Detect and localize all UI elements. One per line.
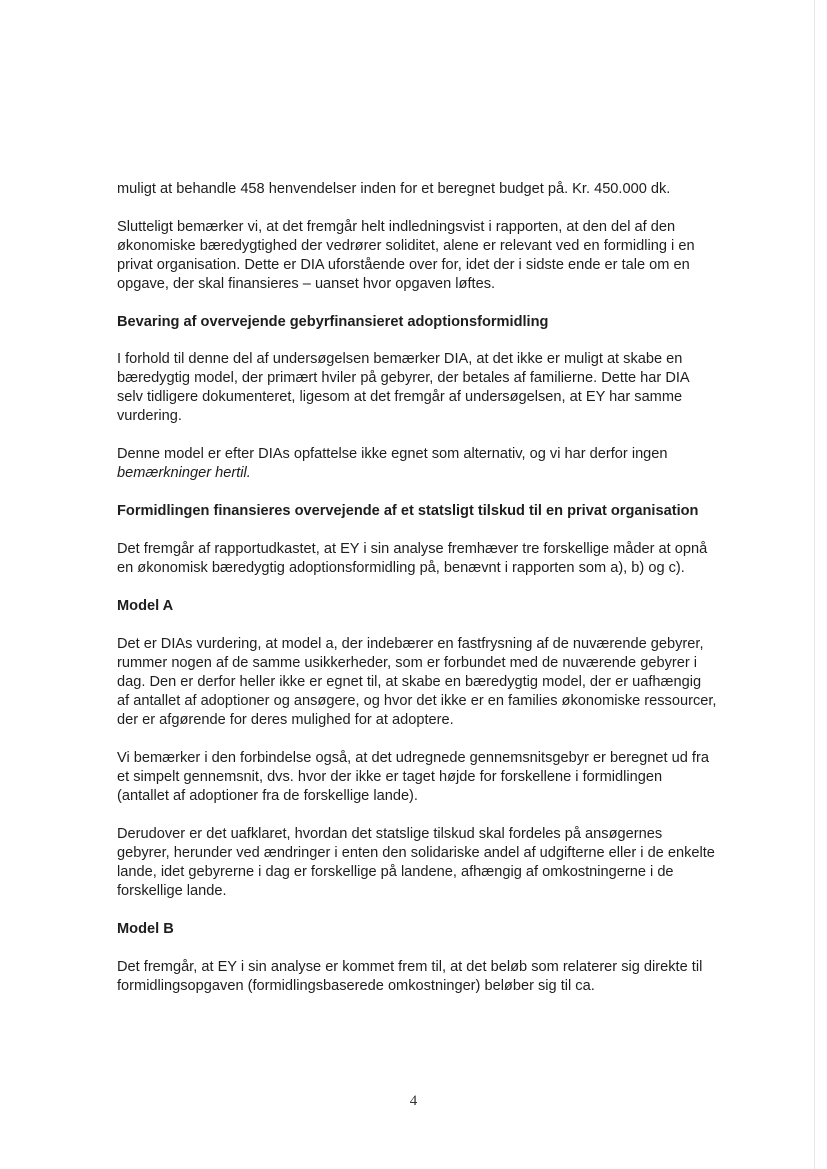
page-number: 4 <box>409 1093 418 1109</box>
paragraph-model-b: Det fremgår, at EY i sin analyse er kommet frem til, at det beløb som relaterer sig direkte til formidlingsopgaven (formidlingsbaserede omkostninger) beløber sig til ca. <box>117 959 703 994</box>
paragraph-opfattelse-text: Denne model er efter DIAs opfattelse ikke egnet som alternativ, og vi har derfor ingen <box>117 446 668 462</box>
paragraph-opfattelse <box>117 445 717 483</box>
heading-model-b: Model B <box>117 921 174 937</box>
paragraph-rapportudkast: Det fremgår af rapportudkastet, at EY i sin analyse fremhæver tre forskellige måder at opnå en økonomisk bæredygtig adoptionsformidling på, benævnt i rapporten som a), b) og c). <box>117 541 708 576</box>
page-edge <box>814 0 815 1169</box>
paragraph-gebyr-model: I forhold til denne del af undersøgelsen bemærker DIA, at det ikke er muligt at skabe en bæredygtig model, der primært hviler på gebyrer, der betales af familierne. Dette har DIA selv tidligere dokumenteret, ligesom at det fremgår af undersøgelsen, at EY har samme vurdering. <box>117 351 689 424</box>
paragraph-gennemsnitsgebyr: Vi bemærker i den forbindelse også, at det udregnede gennemsnitsgebyr er beregnet ud fra et simpelt gennemsnit, dvs. hvor der ikke er taget højde for forskellene i formidlingen (antallet af adoptioner fra de forskellige lande). <box>117 750 709 804</box>
heading-model-a: Model A <box>117 598 174 614</box>
paragraph-budget: muligt at behandle 458 henvendelser inden for et beregnet budget på. Kr. 450.000 dk. <box>117 181 671 197</box>
paragraph-conclusion: Slutteligt bemærker vi, at det fremgår helt indledningsvist i rapporten, at den del af den økonomiske bæredygtighed der vedrører soliditet, alene er relevant ved en formidling i en privat organisation. Dette er DIA uforstående over for, idet der i sidste ende er tale om en opgave, der skal finansieres – uanset hvor opgaven løftes. <box>117 219 695 292</box>
paragraph-model-a-vurdering: Det er DIAs vurdering, at model a, der indebærer en fastfrysning af de nuværende gebyrer, rummer nogen af de samme usikkerheder, som er forbundet med de nuværende gebyrer i dag. Den er derfor heller ikke er egnet til, at skabe en bæredygtig model, der er uafhængig af antallet af adoptioner og ansøgere, og hvor det ikke er en families økonomiske ressourcer, der er afgørende for deres mulighed for at adoptere. <box>117 636 717 728</box>
document-body <box>117 180 717 996</box>
paragraph-opfattelse-italic: bemærkninger hertil. <box>117 465 251 481</box>
heading-statsligt-tilskud: Formidlingen finansieres overvejende af et statsligt tilskud til en privat organisation <box>117 503 699 519</box>
heading-bevaring: Bevaring af overvejende gebyrfinansieret adoptionsformidling <box>117 314 549 330</box>
paragraph-statsligt-tilskud-fordeling: Derudover er det uafklaret, hvordan det statslige tilskud skal fordeles på ansøgernes gebyrer, herunder ved ændringer i enten den solidariske andel af udgifterne eller i de enkelte lande, idet gebyrerne i dag er forskellige på landene, afhængig af omkostningerne i de forskellige lande. <box>117 826 715 899</box>
